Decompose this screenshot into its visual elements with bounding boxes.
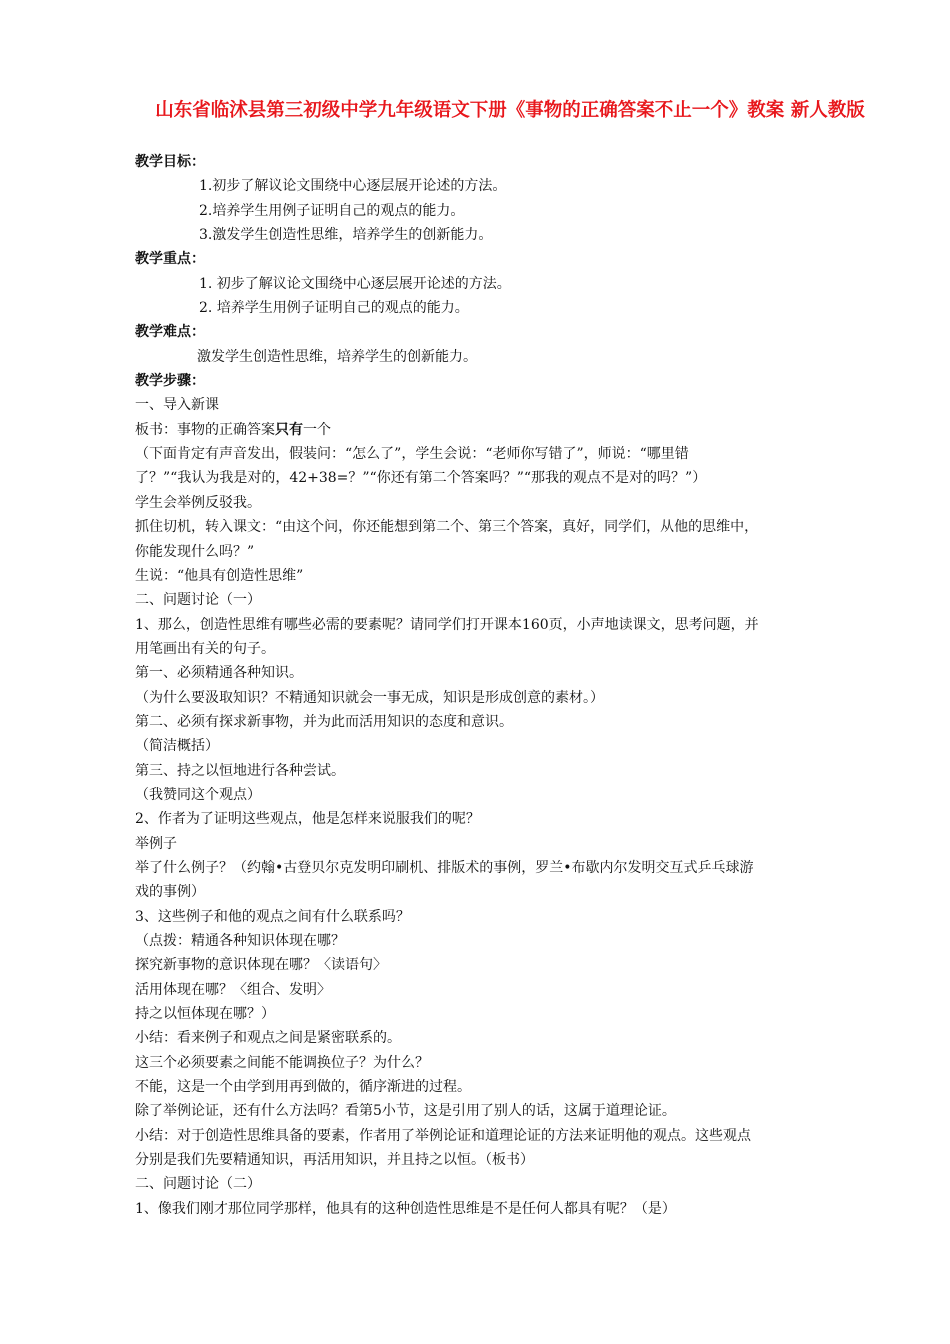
body-line: 戏的事例） (135, 884, 205, 901)
body-line: 举了什么例子？（约翰•古登贝尔克发明印刷机、排版术的事例，罗兰•布歇内尔发明交互式乒乓球游 (135, 859, 754, 876)
board-line (135, 418, 895, 442)
body-line: 这三个必须要素之间能不能调换位子？为什么？ (135, 1054, 429, 1071)
document-body (135, 150, 895, 1221)
body-line: 第二、必须有探求新事物，并为此而活用知识的态度和意识。 (135, 713, 513, 730)
key-point-item: 1. 初步了解议论文围绕中心逐层展开论述的方法。 (199, 275, 511, 292)
board-suffix: 一个 (303, 421, 331, 438)
goal-item: 2.培养学生用例子证明自己的观点的能力。 (199, 202, 465, 219)
steps-heading: 教学步骤： (135, 373, 205, 390)
body-line: 分别是我们先要精通知识，再活用知识，并且持之以恒。（板书） (135, 1152, 534, 1169)
body-line: 二、问题讨论（一） (135, 592, 261, 609)
body-line: 1、那么，创造性思维有哪些必需的要素呢？请同学们打开课本160页，小声地读课文，思考问题，并 (135, 616, 759, 633)
body-line: （我赞同这个观点） (135, 786, 261, 803)
body-line: 学生会举例反驳我。 (135, 494, 261, 511)
document-title: 山东省临沭县第三初级中学九年级语文下册《事物的正确答案不止一个》教案 新人教版 (155, 100, 865, 121)
body-line: 3、这些例子和他的观点之间有什么联系吗？ (135, 908, 410, 925)
board-emphasis: 只有 (275, 421, 303, 438)
body-line: 举例子 (135, 835, 177, 852)
goals-heading: 教学目标： (135, 154, 205, 170)
body-line: 一、导入新课 (135, 397, 219, 414)
body-line: 不能，这是一个由学到用再到做的，循序渐进的过程。 (135, 1079, 471, 1096)
body-line: 二、问题讨论（二） (135, 1176, 261, 1193)
body-line: 生说：“他具有创造性思维” (135, 567, 304, 584)
key-point-item: 2. 培养学生用例子证明自己的观点的能力。 (199, 300, 469, 317)
board-prefix: 板书：事物的正确答案 (135, 421, 275, 438)
body-line: 小结：对于创造性思维具备的要素，作者用了举例论证和道理论证的方法来证明他的观点。这些观点 (135, 1127, 751, 1144)
body-line: 第一、必须精通各种知识。 (135, 665, 303, 682)
body-line: 第三、持之以恒地进行各种尝试。 (135, 762, 345, 779)
difficulty-heading: 教学难点： (135, 324, 205, 341)
difficulty-text: 激发学生创造性思维，培养学生的创新能力。 (197, 348, 477, 365)
body-line: 1、像我们刚才那位同学那样，他具有的这种创造性思维是不是任何人都具有呢？（是） (135, 1200, 676, 1217)
body-line: 小结：看来例子和观点之间是紧密联系的。 (135, 1030, 401, 1047)
key-points-heading: 教学重点： (135, 251, 205, 268)
body-line: 活用体现在哪？〈组合、发明〉 (135, 981, 331, 998)
body-line: （点拨：精通各种知识体现在哪？ (135, 933, 345, 949)
body-line: （简洁概括） (135, 738, 219, 755)
body-line: 抓住切机，转入课文：“由这个问，你还能想到第二个、第三个答案，真好，同学们，从他的思维中， (135, 519, 759, 536)
goal-item: 3.激发学生创造性思维，培养学生的创新能力。 (199, 227, 493, 244)
body-line: 除了举例论证，还有什么方法吗？看第5小节，这是引用了别人的话，这属于道理论证。 (135, 1103, 676, 1120)
body-line: 探究新事物的意识体现在哪？〈读语句〉 (135, 957, 387, 974)
body-line: 了？”“我认为我是对的，42+38=？”“你还有第二个答案吗？”“那我的观点不是对的吗？”） (135, 470, 707, 487)
body-line: 你能发现什么吗？” (135, 543, 255, 560)
goal-item: 1.初步了解议论文围绕中心逐层展开论述的方法。 (199, 178, 507, 195)
body-line: 持之以恒体现在哪？） (135, 1006, 275, 1023)
body-line: （为什么要汲取知识？不精通知识就会一事无成，知识是形成创意的素材。） (135, 689, 604, 706)
body-line: （下面肯定有声音发出，假装问：“怎么了”，学生会说：“老师你写错了”，师说：“哪里错 (135, 446, 689, 463)
body-line: 用笔画出有关的句子。 (135, 640, 275, 657)
body-line: 2、作者为了证明这些观点，他是怎样来说服我们的呢？ (135, 811, 480, 828)
